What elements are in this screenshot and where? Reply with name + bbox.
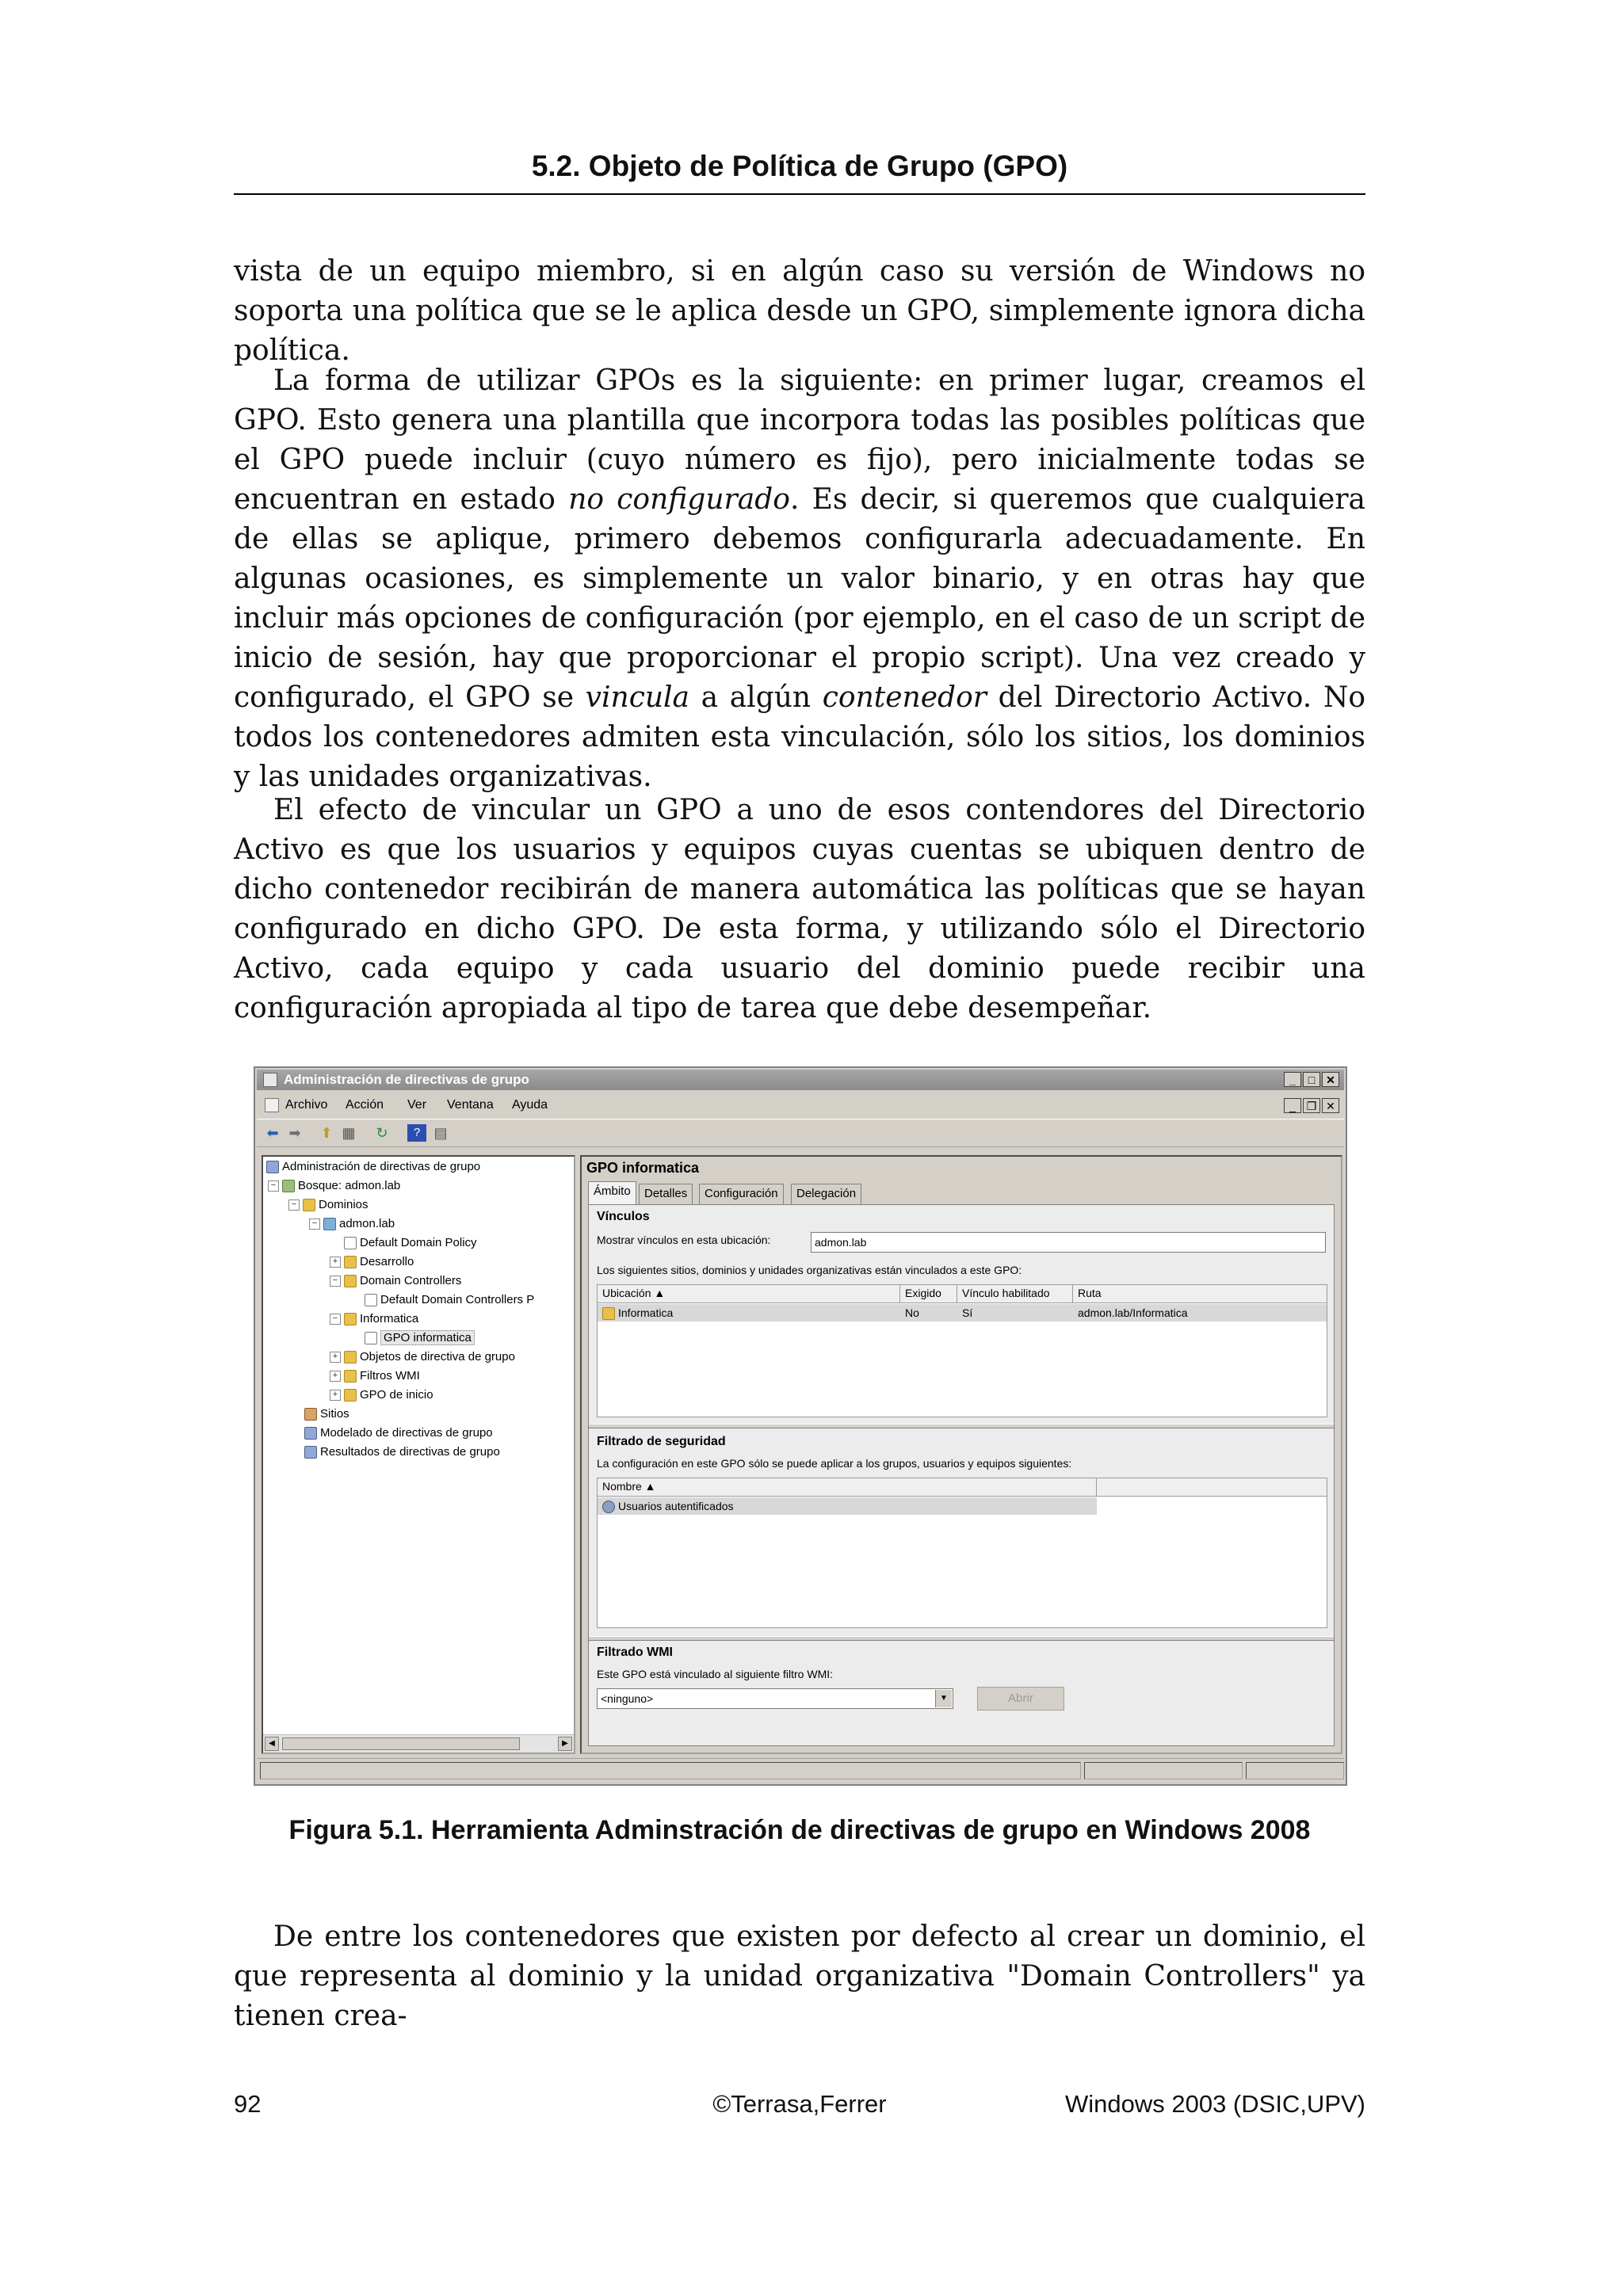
- tree-node[interactable]: Sitios: [304, 1405, 349, 1423]
- col-nombre[interactable]: Nombre ▲: [598, 1478, 1097, 1496]
- running-header: 5.2. Objeto de Política de Grupo (GPO): [531, 150, 1068, 182]
- minimize-button[interactable]: _: [1284, 1072, 1301, 1087]
- col-ubicacion[interactable]: Ubicación ▲: [598, 1285, 900, 1302]
- security-list-header: [598, 1478, 1327, 1497]
- links-section-title: Vínculos: [597, 1210, 650, 1223]
- close-button[interactable]: ✕: [1322, 1072, 1339, 1087]
- figure-screenshot: [254, 1066, 1347, 1786]
- col-vinculo-habilitado[interactable]: Vínculo habilitado: [957, 1285, 1073, 1302]
- gpo-link-icon: [365, 1294, 377, 1306]
- window-title: Administración de directivas de grupo: [284, 1072, 529, 1087]
- gpo-title: GPO informatica: [586, 1160, 700, 1176]
- tab-detalles[interactable]: Detalles: [639, 1184, 693, 1204]
- domains-folder-icon: [303, 1199, 315, 1211]
- ou-folder-icon: [344, 1313, 357, 1325]
- expand-icon[interactable]: +: [330, 1352, 341, 1363]
- p2-emph-contenedor: contenedor: [822, 681, 987, 714]
- modeling-icon: [304, 1427, 317, 1440]
- ou-folder-icon: [344, 1275, 357, 1287]
- show-links-label: Mostrar vínculos en esta ubicación:: [597, 1234, 771, 1246]
- cell-nombre: Usuarios autentificados: [618, 1500, 734, 1512]
- menu-ver[interactable]: Ver: [407, 1098, 427, 1112]
- tab-configuracion[interactable]: Configuración: [699, 1184, 784, 1204]
- col-exigido[interactable]: Exigido: [900, 1285, 957, 1302]
- forest-icon: [282, 1180, 295, 1192]
- cell-habilitado: Sí: [962, 1306, 973, 1319]
- tree-node[interactable]: Resultados de directivas de grupo: [304, 1444, 500, 1461]
- scroll-thumb[interactable]: [282, 1737, 520, 1750]
- header-rule: [234, 193, 1365, 195]
- collapse-icon[interactable]: −: [309, 1219, 320, 1230]
- gpmc-app-icon: [263, 1073, 277, 1087]
- collapse-icon[interactable]: −: [268, 1180, 279, 1192]
- sites-icon: [304, 1408, 317, 1421]
- ou-folder-icon: [602, 1307, 615, 1320]
- domain-icon: [323, 1218, 336, 1230]
- links-list[interactable]: [597, 1284, 1327, 1417]
- paragraph-1: vista de un equipo miembro, si en algún caso su versión de Windows no soporta una política que se le aplica desde un GPO, simplemente ignora dicha política.: [234, 255, 1365, 367]
- mdi-doc-icon: [265, 1098, 279, 1112]
- menu-ayuda[interactable]: Ayuda: [512, 1098, 548, 1112]
- pane-splitter[interactable]: [589, 1636, 1334, 1641]
- forward-arrow-icon[interactable]: ➡: [288, 1125, 301, 1141]
- tree-node[interactable]: + GPO de inicio: [330, 1386, 433, 1404]
- toolbar: [257, 1119, 1344, 1147]
- scroll-left-icon[interactable]: ◀: [265, 1737, 279, 1751]
- child-close-button[interactable]: ✕: [1322, 1098, 1339, 1113]
- menu-ventana[interactable]: Ventana: [447, 1098, 494, 1112]
- col-ruta[interactable]: Ruta: [1078, 1287, 1102, 1299]
- cell-ubicacion: Informatica: [618, 1306, 674, 1319]
- wmi-filter-select[interactable]: <ninguno> ▼: [597, 1688, 953, 1709]
- menu-accion[interactable]: Acción: [346, 1098, 384, 1112]
- collapse-icon[interactable]: −: [288, 1199, 300, 1211]
- tree-node[interactable]: + Desarrollo: [330, 1253, 414, 1271]
- pane-splitter[interactable]: [589, 1424, 1334, 1428]
- tree-node[interactable]: + Objetos de directiva de grupo: [330, 1348, 515, 1366]
- table-row[interactable]: [598, 1497, 1097, 1515]
- tree-horizontal-scrollbar[interactable]: [263, 1734, 574, 1753]
- window-titlebar: [257, 1070, 1344, 1090]
- p2-text-a: La forma de utilizar GPOs es la siguiente: en primer lugar, creamos el GPO. Esto genera una plantilla que incorpora todas las posibles políticas que el GPO puede incluir (cuyo número es fijo), pero inicialmente todas se encuentran en estado: [234, 364, 1365, 516]
- tab-panel-ambito: [588, 1204, 1335, 1746]
- menu-archivo[interactable]: Archivo: [285, 1098, 328, 1112]
- wmi-section-title: Filtrado WMI: [597, 1646, 673, 1659]
- paragraph-3: El efecto de vincular un GPO a uno de esos contendores del Directorio Activo es que los usuarios y equipos cuyas cuentas se ubiquen dentro de dicho contenedor recibirán de manera automática las políticas que se hayan configurado en dicho GPO. De esta forma, y utilizando sólo el Directorio Activo, cada equipo y cada usuario del dominio puede recibir una configuración apropiada al tipo de tarea que debe desempeñar.: [234, 794, 1365, 1024]
- chevron-down-icon[interactable]: ▼: [935, 1690, 952, 1707]
- page-number: 92: [234, 2090, 262, 2118]
- child-minimize-button[interactable]: _: [1284, 1098, 1301, 1113]
- p2-text-c: a algún: [689, 681, 823, 714]
- tree-node[interactable]: Default Domain Policy: [344, 1234, 477, 1252]
- users-group-icon: [602, 1501, 615, 1513]
- status-panel: [1246, 1762, 1344, 1779]
- p2-emph-no-configurado: no configurado: [568, 483, 790, 516]
- tree-node[interactable]: − Bosque: admon.lab: [268, 1177, 400, 1195]
- details-pane: [580, 1155, 1342, 1754]
- properties-icon[interactable]: ▤: [433, 1125, 448, 1141]
- abrir-button[interactable]: Abrir: [977, 1687, 1064, 1711]
- table-row[interactable]: [598, 1304, 1327, 1322]
- tree-node-selected[interactable]: GPO informatica: [365, 1329, 475, 1347]
- cell-exigido: No: [905, 1306, 919, 1319]
- tree-node[interactable]: − Domain Controllers: [330, 1272, 461, 1290]
- tab-ambito[interactable]: Ámbito: [588, 1181, 636, 1204]
- figure-caption: Figura 5.1. Herramienta Adminstración de directivas de grupo en Windows 2008: [288, 1815, 1311, 1845]
- expand-icon[interactable]: +: [330, 1257, 341, 1268]
- tab-delegacion[interactable]: Delegación: [791, 1184, 861, 1204]
- status-panel: [260, 1762, 1081, 1779]
- results-icon: [304, 1446, 317, 1459]
- show-hide-tree-icon[interactable]: ▦: [342, 1125, 356, 1141]
- console-tree: [262, 1155, 575, 1754]
- tree-node[interactable]: − Informatica: [330, 1310, 418, 1328]
- menu-bar: [257, 1093, 1344, 1117]
- p2-text-d: del Directorio Activo. No todos los contenedores admiten esta vinculación, sólo los sitios, los dominios y las unidades organizativas.: [234, 681, 1365, 793]
- security-list[interactable]: [597, 1478, 1327, 1628]
- wmi-description: Este GPO está vinculado al siguiente filtro WMI:: [597, 1668, 834, 1680]
- gpmc-icon: [266, 1161, 279, 1173]
- security-description: La configuración en este GPO sólo se puede aplicar a los grupos, usuarios y equipos siguientes:: [597, 1457, 1072, 1470]
- expand-icon[interactable]: +: [330, 1390, 341, 1401]
- child-restore-button[interactable]: ❐: [1303, 1098, 1320, 1113]
- status-panel: [1084, 1762, 1243, 1779]
- starter-gpo-icon: [344, 1389, 357, 1402]
- gpo-link-icon: [365, 1332, 377, 1344]
- footer-authors: ©Terrasa,Ferrer: [712, 2090, 887, 2118]
- links-list-header: [598, 1285, 1327, 1303]
- up-folder-icon[interactable]: ⬆: [320, 1125, 333, 1141]
- collapse-icon[interactable]: −: [330, 1314, 341, 1325]
- gpo-container-icon: [344, 1351, 357, 1363]
- ou-folder-icon: [344, 1256, 357, 1268]
- p2-text-b: . Es decir, si queremos que cualquiera de ellas se aplique, primero debemos configurarla adecuadamente. En algunas ocasiones, es simplemente un valor binario, y en otras hay que incluir más opciones de configuración (por ejemplo, en el caso de un script de inicio de sesión, hay que proporcionar el propio script). Una vez creado y configurado, el GPO se: [234, 483, 1366, 714]
- tree-node[interactable]: − Dominios: [288, 1196, 369, 1214]
- links-description: Los siguientes sitios, dominios y unidades organizativas están vinculados a este GPO:: [597, 1264, 1022, 1276]
- help-icon[interactable]: ?: [407, 1124, 426, 1142]
- gpo-link-icon: [344, 1237, 357, 1249]
- back-arrow-icon[interactable]: ⬅: [266, 1125, 279, 1141]
- security-section-title: Filtrado de seguridad: [597, 1435, 726, 1448]
- tree-node[interactable]: + Filtros WMI: [330, 1367, 420, 1385]
- scroll-right-icon[interactable]: ▶: [558, 1737, 572, 1751]
- maximize-button[interactable]: □: [1303, 1072, 1320, 1087]
- paragraph-2: [234, 361, 1365, 797]
- tree-node[interactable]: − admon.lab: [309, 1215, 395, 1233]
- collapse-icon[interactable]: −: [330, 1276, 341, 1287]
- expand-icon[interactable]: +: [330, 1371, 341, 1382]
- cell-ruta: admon.lab/Informatica: [1078, 1306, 1188, 1319]
- tree-node[interactable]: Modelado de directivas de grupo: [304, 1425, 493, 1442]
- show-links-field[interactable]: admon.lab: [811, 1232, 1326, 1253]
- wmi-folder-icon: [344, 1370, 357, 1383]
- refresh-icon[interactable]: ↻: [376, 1125, 388, 1141]
- tree-node[interactable]: Administración de directivas de grupo: [266, 1158, 480, 1176]
- p2-emph-vincula: vincula: [585, 681, 690, 714]
- footer-title: Windows 2003 (DSIC,UPV): [1064, 2090, 1365, 2118]
- status-bar: [257, 1758, 1344, 1783]
- paragraph-4: De entre los contenedores que existen por defecto al crear un dominio, el que representa al dominio y la unidad organizativa "Domain Controllers" ya tienen crea-: [234, 1920, 1365, 2032]
- tree-node[interactable]: Default Domain Controllers P: [365, 1291, 534, 1309]
